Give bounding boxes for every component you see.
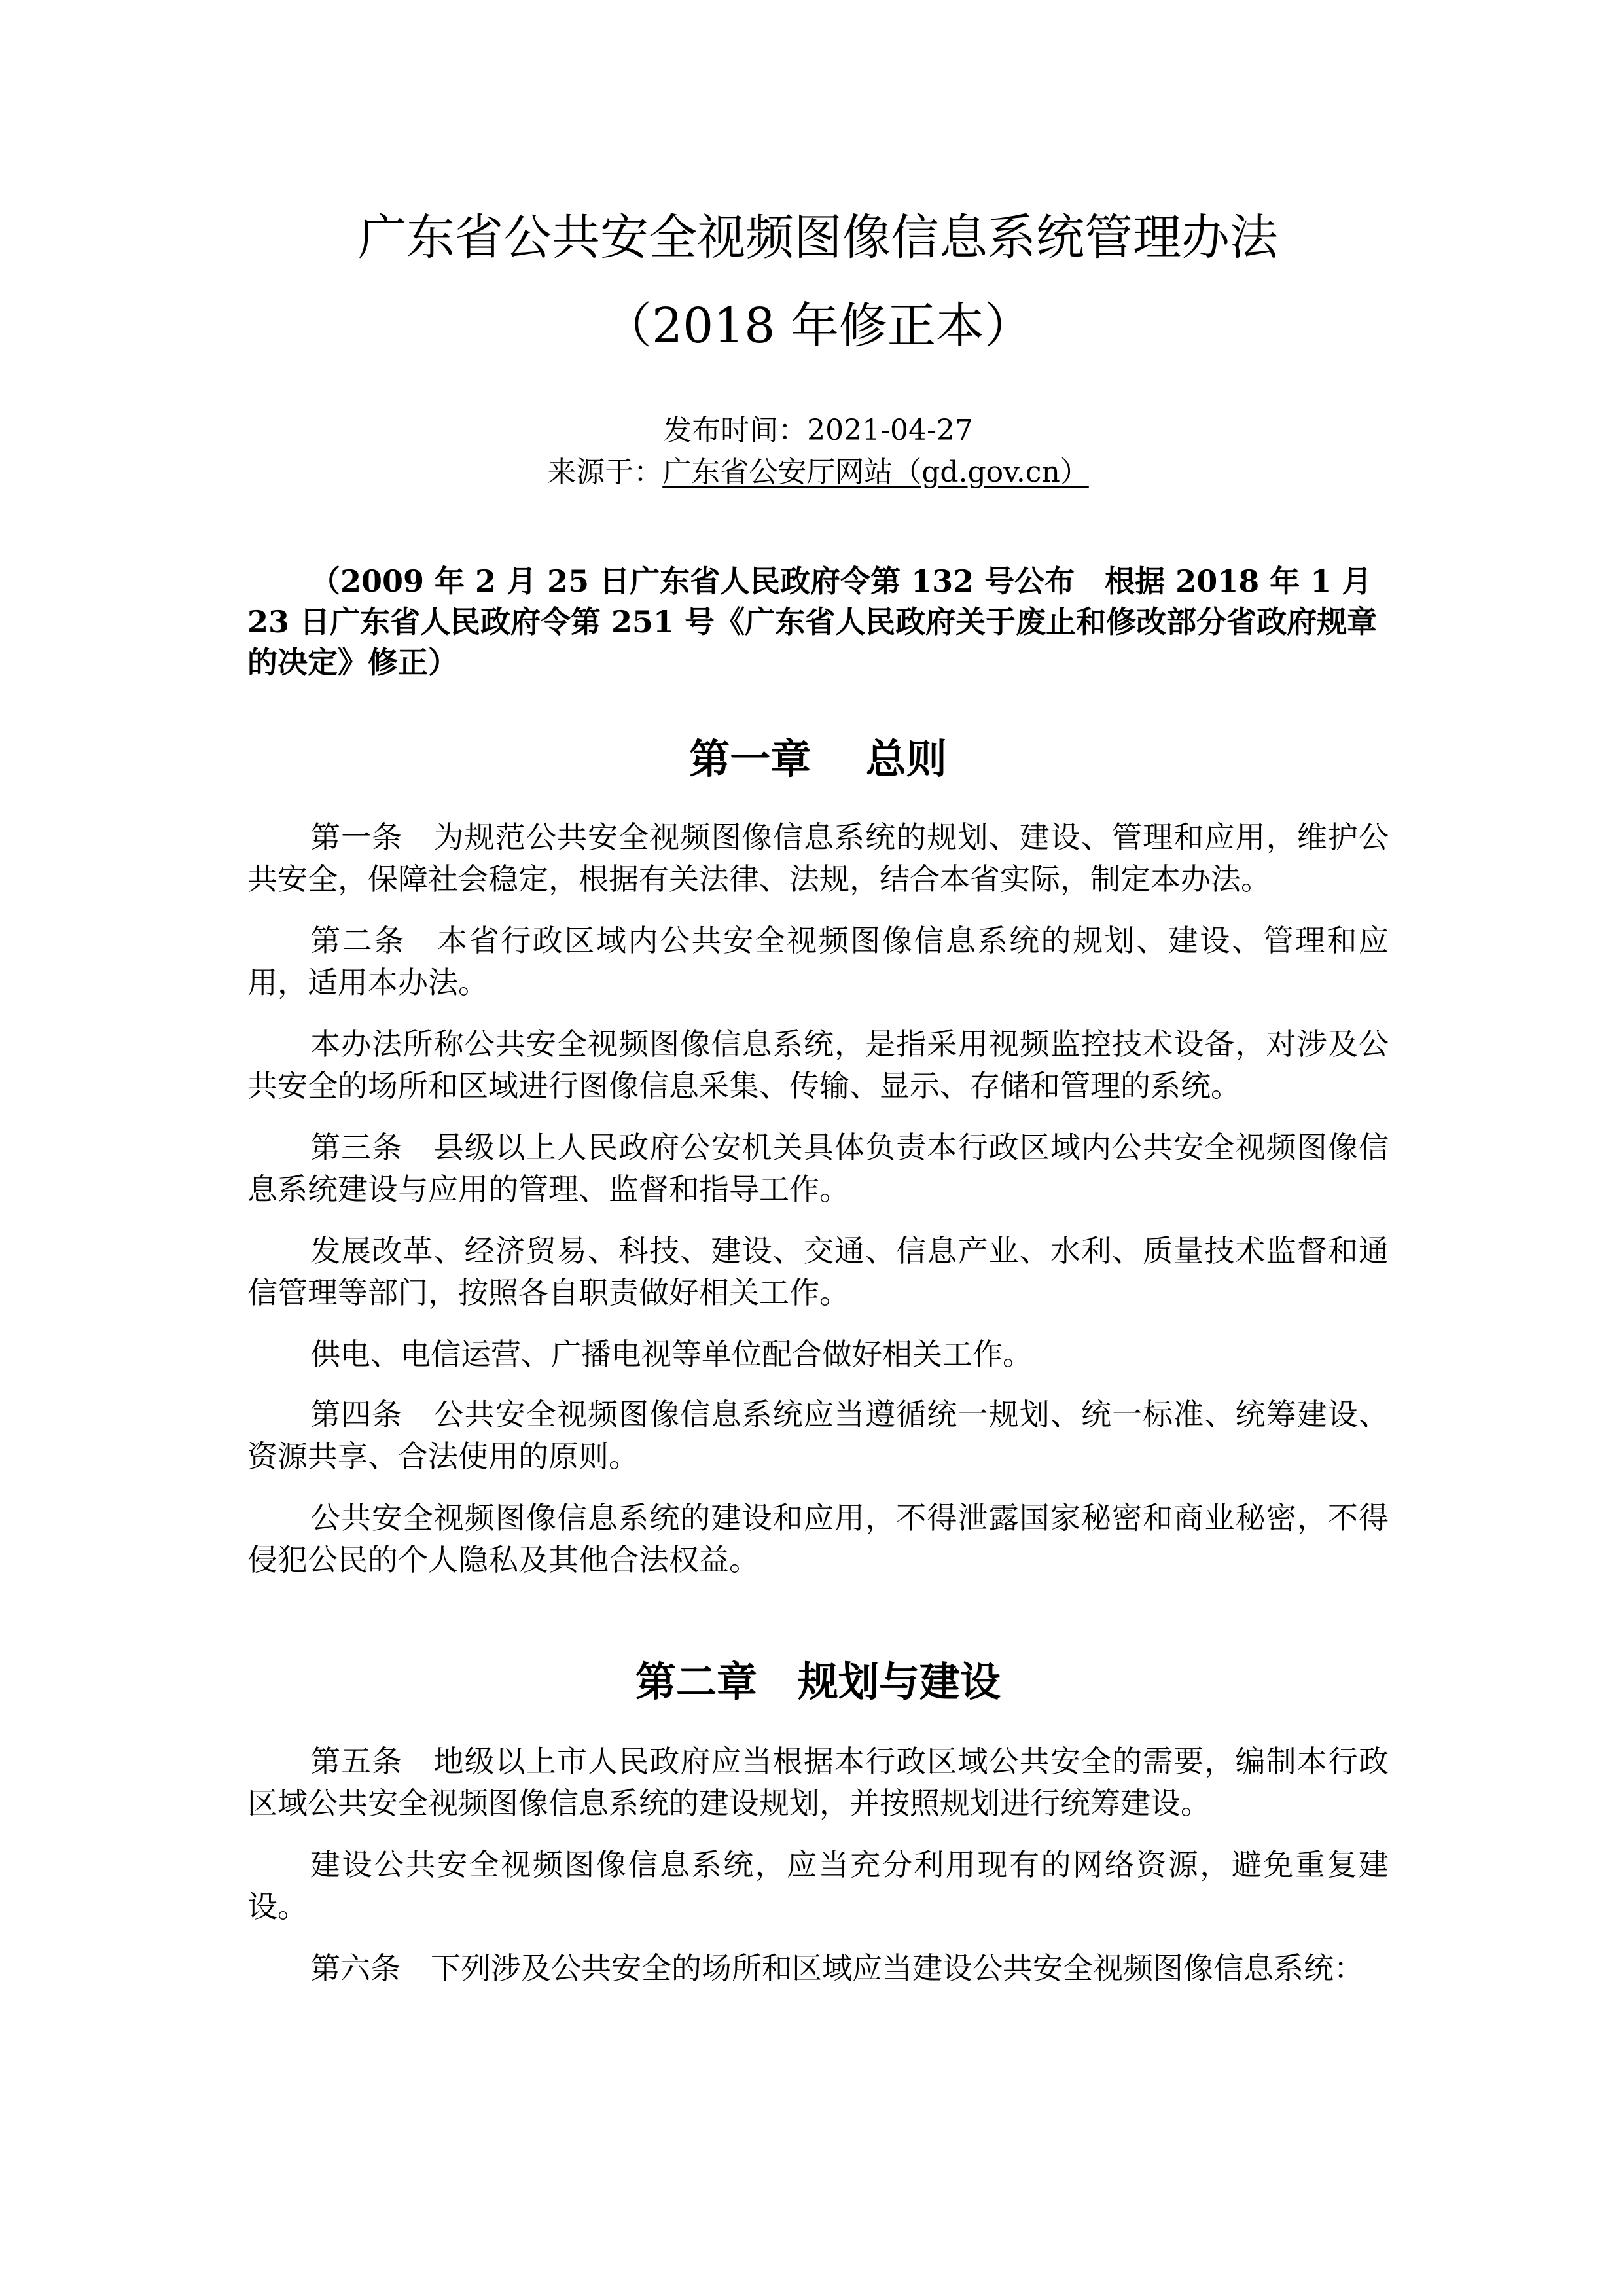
article-paragraph: 第六条 下列涉及公共安全的场所和区域应当建设公共安全视频图像信息系统： xyxy=(310,1950,1364,1986)
article-paragraph: 第五条 地级以上市人民政府应当根据本行政区域公共安全的需要，编制本行政区域公共安全视频图像信息系统的建设规划，并按照规划进行统筹建设。 xyxy=(247,1744,1389,1821)
chapter-heading-1: 第一章 总则 xyxy=(689,735,947,783)
document-subtitle: （2018 年修正本） xyxy=(603,298,1033,354)
revision-note: （2009 年 2 月 25 日广东省人民政府令第 132 号公布 根据 2018 年 1 月 23 日广东省人民政府令第 251 号《广东省人民政府关于废止和修改部分省政府规章的决定》修正） xyxy=(247,564,1378,680)
article-paragraph: 第二条 本省行政区域内公共安全视频图像信息系统的规划、建设、管理和应用，适用本办法。 xyxy=(247,923,1389,1000)
article-paragraph: 第四条 公共安全视频图像信息系统应当遵循统一规划、统一标准、统筹建设、资源共享、合法使用的原则。 xyxy=(247,1397,1389,1474)
chapter-heading-2: 第二章 规划与建设 xyxy=(635,1658,1001,1706)
article-paragraph: 公共安全视频图像信息系统的建设和应用，不得泄露国家秘密和商业秘密，不得侵犯公民的个人隐私及其他合法权益。 xyxy=(247,1500,1389,1577)
document-page xyxy=(247,0,1389,2296)
document-title: 广东省公共安全视频图像信息系统管理办法 xyxy=(358,209,1278,266)
source-line xyxy=(247,453,1389,492)
article-paragraph: 发展改革、经济贸易、科技、建设、交通、信息产业、水利、质量技术监督和通信管理等部门，按照各自职责做好相关工作。 xyxy=(247,1233,1389,1310)
article-paragraph: 第一条 为规范公共安全视频图像信息系统的规划、建设、管理和应用，维护公共安全，保障社会稳定，根据有关法律、法规，结合本省实际，制定本办法。 xyxy=(247,819,1389,897)
article-paragraph: 本办法所称公共安全视频图像信息系统，是指采用视频监控技术设备，对涉及公共安全的场所和区域进行图像信息采集、传输、显示、存储和管理的系统。 xyxy=(247,1026,1389,1103)
source-label: 来源于： xyxy=(547,456,663,489)
article-paragraph: 供电、电信运营、广播电视等单位配合做好相关工作。 xyxy=(310,1336,1033,1372)
publish-time: 发布时间：2021-04-27 xyxy=(663,414,973,447)
article-paragraph: 建设公共安全视频图像信息系统，应当充分利用现有的网络资源，避免重复建设。 xyxy=(247,1847,1389,1924)
source-link[interactable]: 广东省公安厅网站（gd.gov.cn） xyxy=(662,456,1089,489)
article-paragraph: 第三条 县级以上人民政府公安机关具体负责本行政区域内公共安全视频图像信息系统建设与应用的管理、监督和指导工作。 xyxy=(247,1130,1389,1207)
